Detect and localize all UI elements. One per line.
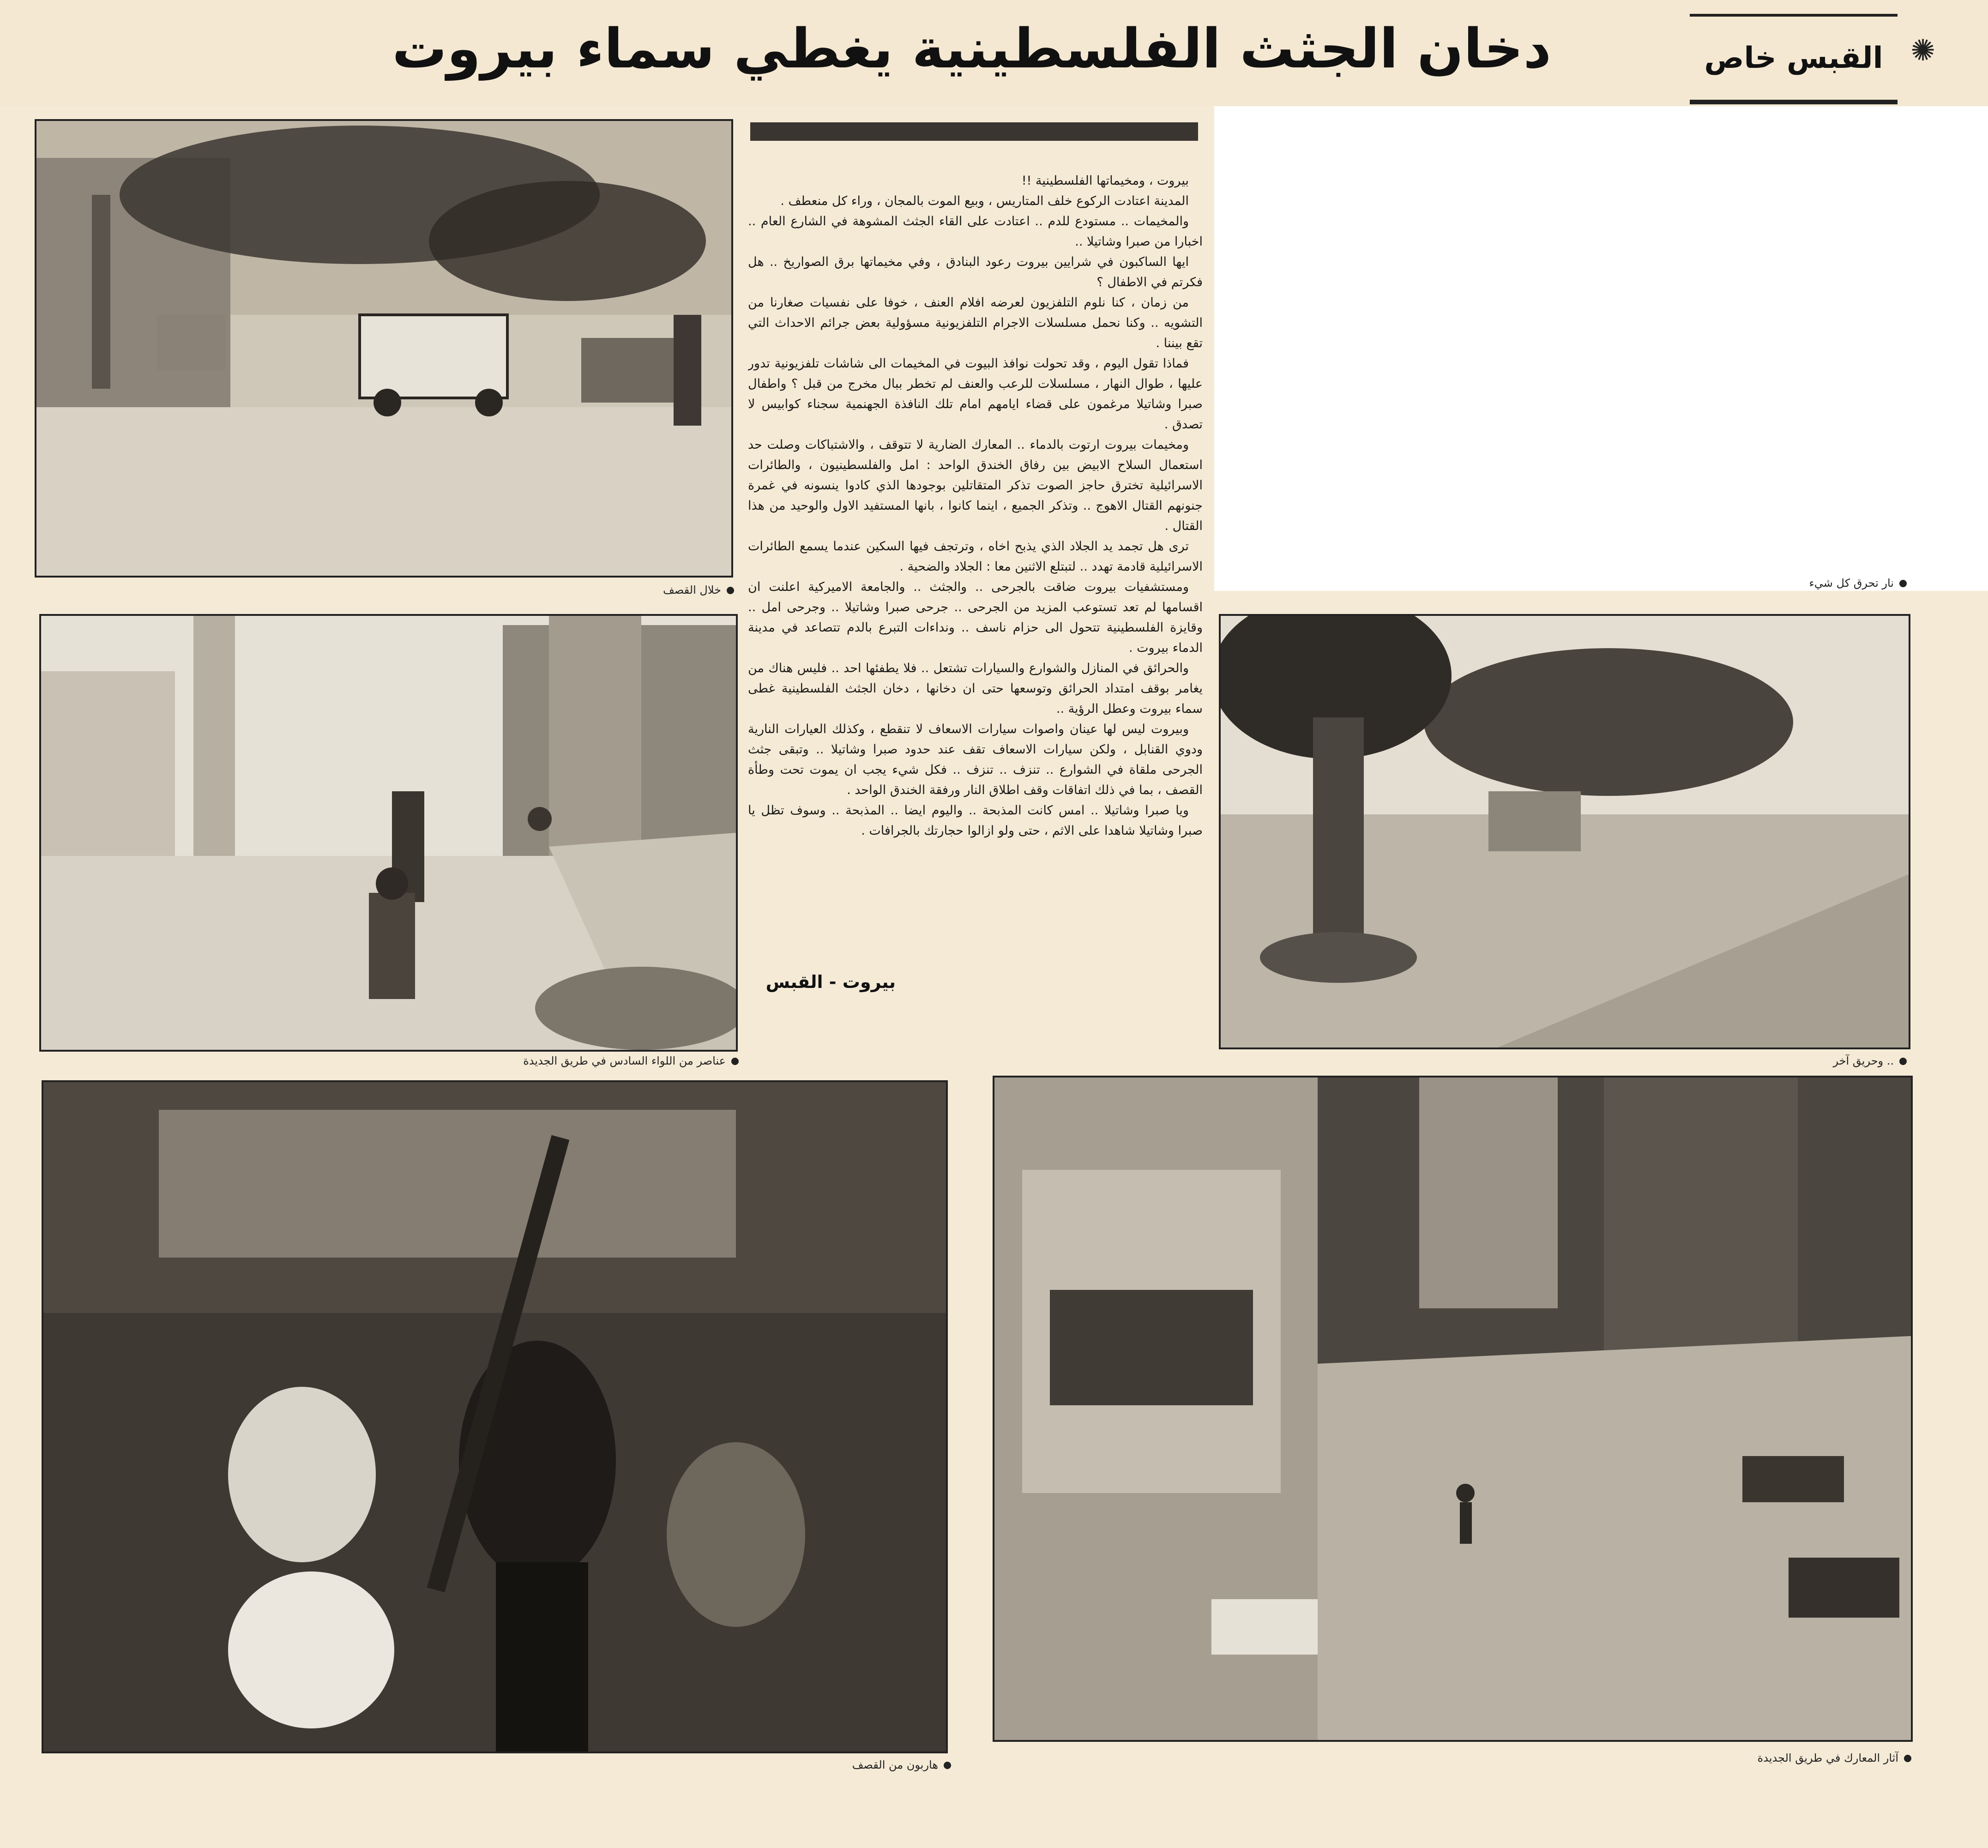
- article-paragraph: وبيروت ليس لها عينان واصوات سيارات الاسعاف لا تنقطع ، وكذلك العيارات النارية ودوي القنابل ، ولكن سيارات الاسعاف تقف عند حدود صبرا وشاتيلا .. وتبقى جثث الجرحى ملقاة في الشوارع .. تنزف .. تنزف .. فكل شيء يجب ان يموت تحت وطأة القصف ، بما في ذلك اتفاقات وقف اطلاق النار ورفقة الخندق الواحد .: [748, 722, 1203, 797]
- article-body: [748, 171, 1203, 1062]
- newspaper-logo: [1690, 14, 1898, 104]
- bullet-icon: [1899, 1058, 1907, 1065]
- article-paragraph: المدينة اعتادت الركوع خلف المتاريس ، وبيع الموت بالمجان ، وراء كل منعطف .: [780, 194, 1189, 208]
- caption-photo5: [1717, 1750, 1911, 1766]
- bullet-icon: [944, 1762, 951, 1769]
- photo-fire-everything: [1219, 614, 1910, 1049]
- article-paragraph: ومستشفيات بيروت ضاقت بالجرحى .. والجثث .. والجامعة الاميركية اعلنت ان اقسامها لم تعد تستوعب المزيد من الجرحى .. جرحى صبرا وشاتيلا .. وجرحى امل .. وقايزة الفلسطينية تتحول الى حزام ناسف .. ونداءات التبرع بالدم تتصاعد في مدينة الدماء بيروت .: [748, 580, 1203, 655]
- photo-soldiers: [39, 614, 738, 1052]
- caption-photo1: [554, 582, 734, 598]
- article-paragraph: ويا صبرا وشاتيلا .. امس كانت المذبحة .. واليوم ايضا .. المذبحة .. وسوف تظل يا صبرا وشاتيلا شاهدا على الاثم ، حتى ولو ازالوا حجارتك بالجرافات .: [748, 803, 1203, 838]
- article-paragraph: والحرائق في المنازل والشوارع والسيارات تشتعل .. فلا يطفئها احد .. فليس هناك من يغامر بوقف امتداد الحرائق وتوسعها حتى ان دخانها ، دخان الجثث الفلسطينية غطى سماء بيروت وعطل الرؤية ..: [748, 661, 1203, 716]
- caption-text: خلال القصف: [663, 584, 721, 596]
- photo-fleeing-shelling: [42, 1080, 948, 1753]
- article-paragraph: فماذا تقول اليوم ، وقد تحولت نوافذ البيوت في المخيمات الى شاشات تلفزيونية تدور عليها ، طوال النهار ، مسلسلات للرعب والعنف لم تخطر ببال مخرج من قبل ؟ واطفال صبرا وشاتيلا مرغمون على قضاء ايامهم امام تلك النافذة الجهنمية سجناء كوابيس لا تصدق .: [748, 356, 1203, 432]
- bullet-icon: [1904, 1755, 1911, 1762]
- caption-photo4: [799, 1757, 951, 1773]
- caption-photo3: [1759, 575, 1907, 591]
- photo-street-shelling: [35, 119, 733, 578]
- photo-battle-aftermath: [993, 1076, 1913, 1742]
- caption-text: عناصر من اللواء السادس في طريق الجديدة: [523, 1054, 726, 1067]
- headline: دخان الجثث الفلسطينية يغطي سماء بيروت: [392, 17, 1551, 80]
- article-paragraph: ترى هل تجمد يد الجلاد الذي يذبح اخاه ، وترتجف فيها السكين عندما يسمع الطائرات الاسرائيلية قادمة تهدد .. لتبتلع الاثنين معا : الجلاد والضحية .: [748, 539, 1203, 574]
- article-paragraph: والمخيمات .. مستودع للدم .. اعتادت على القاء الجثث المشوهة في الشارع العام .. اخبارا من صبرا وشاتيلا ..: [748, 214, 1203, 249]
- byline: بيروت - القبس: [765, 972, 896, 992]
- caption-text: هاربون من القصف: [852, 1758, 938, 1771]
- logo-text: القبس خاص: [1704, 41, 1883, 75]
- sun-emblem-icon: ✺: [1910, 34, 1935, 68]
- caption-text: نار تحرق كل شيء: [1809, 577, 1894, 590]
- article-paragraph: ومخيمات بيروت ارتوت بالدماء .. المعارك الضارية لا تتوقف ، والاشتباكات وصلت حد استعمال السلاح الابيض بين رفاق الخندق الواحد : امل والفلسطينيون ، والطائرات الاسرائيلية تخترق حاجز الصوت تذكر المتقاتلين بوجودها الذي كادوا ينسونه في غمرة جنونهم القتال الاهوج .. وتذكر الجميع ، اينما كانوا ، بانها المستفيد الاول والوحيد من هذا القتال .: [748, 438, 1203, 533]
- article-paragraph: بيروت ، ومخيماتها الفلسطينية !!: [1021, 174, 1189, 188]
- caption-photo2: [480, 1053, 739, 1069]
- bullet-icon: [727, 587, 734, 594]
- caption-text: آثار المعارك في طريق الجديدة: [1757, 1752, 1898, 1764]
- article-rule: [750, 122, 1198, 141]
- blank-background: [1214, 106, 1988, 591]
- article-paragraph: ايها الساكبون في شرايين بيروت رعود البنادق ، وفي مخيماتها برق الصواريخ .. هل فكرتم في الاطفال ؟: [748, 255, 1203, 289]
- bullet-icon: [1899, 580, 1907, 587]
- caption-text: .. وحريق آخر: [1833, 1054, 1894, 1067]
- article-paragraph: من زمان ، كنا نلوم التلفزيون لعرضه افلام العنف ، خوفا على نفسيات صغارنا من التشويه .. وكنا نحمل مسلسلات الاجرام التلفزيونية مسؤولية بعض جرائم الاحداث التي تقع بيننا .: [748, 295, 1203, 350]
- caption-photo3b: [1791, 1053, 1907, 1069]
- bullet-icon: [731, 1058, 739, 1065]
